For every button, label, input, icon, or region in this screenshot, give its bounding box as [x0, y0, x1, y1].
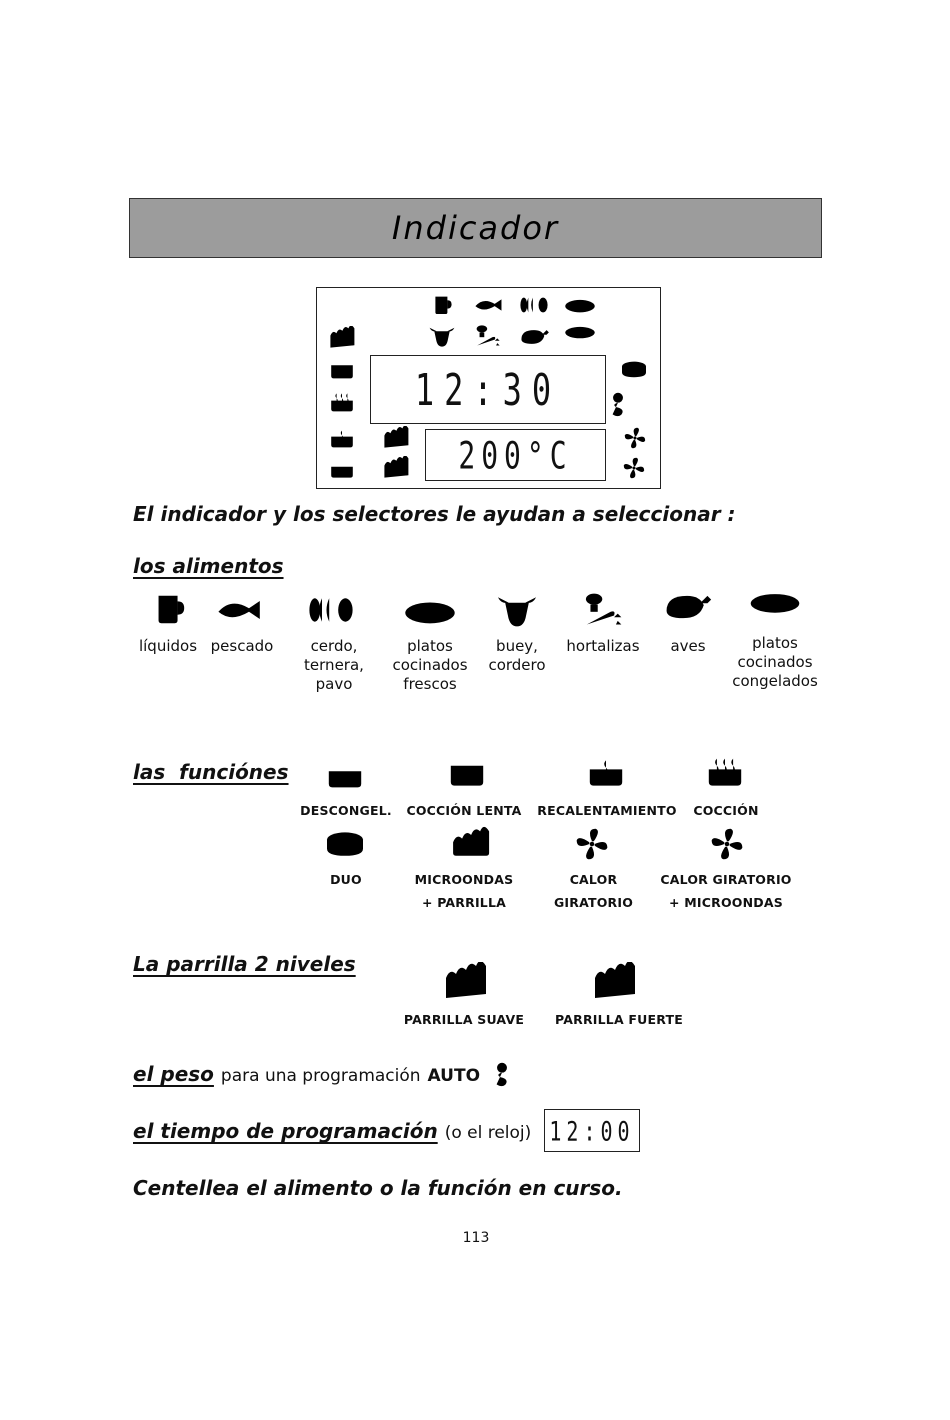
grill-strong-icon [327, 326, 359, 350]
cook-icon [702, 755, 748, 791]
function-label: DESCONGEL. [300, 803, 392, 818]
time-display [370, 355, 606, 424]
dish-icon [563, 293, 597, 317]
cow-icon [494, 590, 540, 630]
food-label: platos cocinados congelados [732, 634, 818, 690]
function-label: DUO [330, 872, 362, 887]
reheat-icon [583, 755, 629, 791]
grill-soft-icon [441, 962, 493, 1002]
food-label: platos cocinados frescos [392, 637, 468, 693]
weight-g-icon [493, 1060, 511, 1088]
poultry-icon [518, 325, 550, 349]
cow-icon [427, 323, 457, 349]
slow-cook-icon [444, 755, 490, 791]
display-panel [316, 287, 661, 489]
weight-auto: AUTO [427, 1066, 481, 1086]
fish-icon [213, 592, 267, 628]
grill-label: PARRILLA SUAVE [403, 1012, 525, 1027]
grill-label: PARRILLA FUERTE [555, 1012, 683, 1027]
footer-note: Centellea el alimento o la función en curso. [133, 1176, 623, 1200]
grill-strong-icon [381, 456, 413, 480]
duo-icon [322, 827, 368, 863]
reheat-icon [328, 427, 356, 451]
duo-icon [619, 358, 649, 382]
food-label: hortalizas [566, 637, 640, 655]
temperature-readout: 200°C [458, 432, 573, 478]
weight-term: el peso [133, 1062, 214, 1086]
vegetables-icon [472, 323, 506, 349]
defrost-icon [328, 456, 356, 480]
timer-note: (o el reloj) [444, 1123, 532, 1143]
function-label: CALOR GIRATORIO [553, 872, 634, 910]
food-label: buey, cordero [488, 637, 546, 674]
title-bar [129, 198, 822, 258]
function-label: CALOR GIRATORIO + MICROONDAS [660, 872, 792, 910]
frozen-dish-icon [747, 588, 803, 630]
weight-line [133, 1062, 480, 1086]
frozen-dish-icon [563, 323, 597, 349]
fan-icon [622, 456, 646, 480]
fan-icon [574, 826, 610, 862]
fan-microwave-icon [704, 826, 750, 862]
timer-term: el tiempo de programación [133, 1119, 438, 1143]
vegetables-icon [579, 590, 631, 630]
function-label: MICROONDAS + PARRILLA [414, 872, 514, 910]
temperature-display [425, 429, 606, 481]
food-label: líquidos [138, 637, 198, 655]
weight-g-icon [609, 390, 627, 418]
timer-display [544, 1109, 640, 1152]
foods-heading: los alimentos [133, 554, 284, 578]
food-label: cerdo, ternera, pavo [304, 637, 364, 693]
function-label: RECALENTAMIENTO [537, 803, 677, 818]
poultry-icon [661, 588, 713, 626]
cup-icon [430, 293, 454, 317]
timer-line [133, 1119, 531, 1143]
fan-microwave-icon [619, 426, 651, 450]
page-number: 113 [462, 1230, 490, 1246]
page-title: Indicador [391, 209, 560, 247]
food-label: pescado [210, 637, 274, 655]
timer-readout: 12:00 [549, 1114, 635, 1147]
dish-icon [401, 592, 459, 630]
food-label: aves [670, 637, 706, 655]
function-label: COCCIÓN LENTA [406, 803, 522, 818]
cup-icon [150, 590, 188, 628]
weight-text: para una programación [220, 1066, 421, 1086]
fish-icon [472, 293, 506, 317]
microwave-grill-icon [448, 826, 496, 862]
grill-soft-icon [381, 426, 413, 450]
function-label: COCCIÓN [693, 803, 759, 818]
cook-icon [328, 391, 356, 415]
grill-strong-icon [590, 962, 642, 1002]
defrost-icon [322, 755, 368, 791]
intro-text: El indicador y los selectores le ayudan a seleccionar : [133, 502, 736, 526]
functions-heading: las funciónes [133, 760, 289, 784]
roast-icon [304, 592, 358, 628]
time-readout: 12:30 [414, 363, 562, 416]
roast-icon [517, 293, 551, 317]
grill-heading: La parrilla 2 niveles [133, 952, 356, 976]
slow-cook-icon [328, 358, 356, 382]
